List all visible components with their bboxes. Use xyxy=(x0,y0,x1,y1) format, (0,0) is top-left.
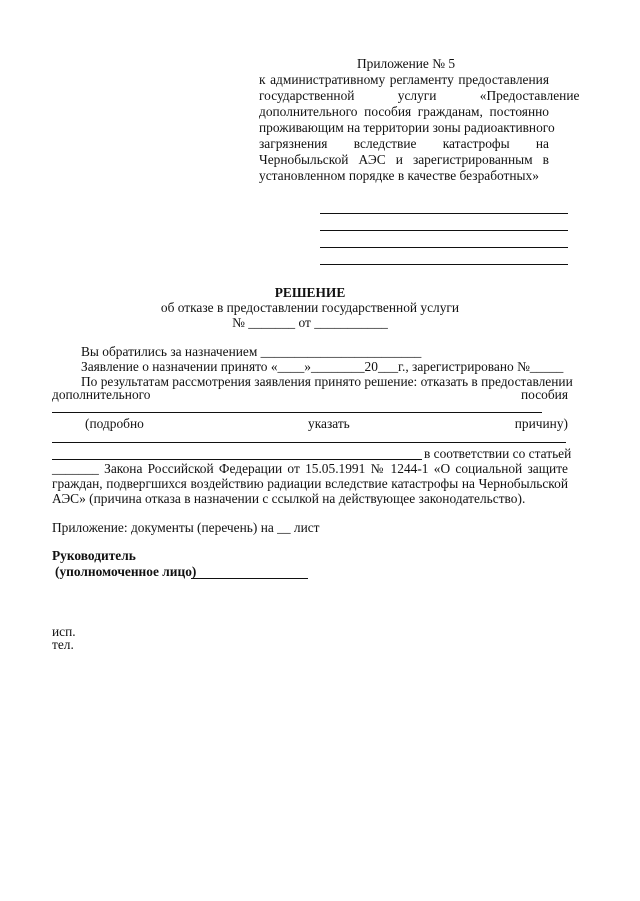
reason-hint-left: (подробно xyxy=(85,416,144,431)
decision-subtitle: об отказе в предоставлении государственной услуги xyxy=(160,300,460,315)
appendix-title: Приложение № 5 xyxy=(357,56,456,71)
results-line-left: дополнительного xyxy=(52,387,151,402)
appendix-line: Чернобыльской АЭС и зарегистрированным в xyxy=(259,152,549,167)
appendix-line: проживающим на территории зоны радиоактивного xyxy=(259,120,555,135)
statement-line: Заявление о назначении принято «____»________20___г., зарегистрировано №_____ xyxy=(81,359,564,374)
appendix-line: к административному регламенту предоставления xyxy=(259,72,549,87)
addressee-line xyxy=(320,213,568,214)
appendix-line: загрязнения вследствие катастрофы на xyxy=(259,136,549,151)
attachment-line: Приложение: документы (перечень) на __ лист xyxy=(52,520,320,535)
reason-line xyxy=(52,459,422,460)
addressee-line xyxy=(320,264,568,265)
addressee-line xyxy=(320,230,568,231)
results-line-right: пособия xyxy=(521,387,568,402)
appendix-line: государственной услуги «Предоставление xyxy=(259,88,580,103)
appendix-line: установленном порядке в качестве безработных» xyxy=(259,168,539,183)
law-line: граждан, подвергшихся воздействию радиации вследствие катастрофы на Чернобыльской xyxy=(52,476,568,491)
appendix-line: дополнительного пособия гражданам, постоянно xyxy=(259,104,549,119)
law-line: _______ Закона Российской Федерации от 15.05.1991 № 1244-1 «О социальной защите xyxy=(52,461,568,476)
signature-head: Руководитель xyxy=(52,548,136,563)
signature-line xyxy=(191,578,308,579)
addressee-line xyxy=(320,247,568,248)
reason-line xyxy=(52,442,566,443)
law-line: АЭС» (причина отказа в назначении с ссылкой на действующее законодательство). xyxy=(52,491,526,506)
decision-title: РЕШЕНИЕ xyxy=(274,285,346,300)
decision-number-line: № _______ от ___________ xyxy=(232,315,388,330)
accordance-text: в соответствии со статьей xyxy=(424,446,572,461)
executor-label: исп. xyxy=(52,624,76,639)
results-line: По результатам рассмотрения заявления принято решение: отказать в предоставлении xyxy=(81,374,573,389)
reason-line xyxy=(52,412,542,413)
signature-authorized: (уполномоченное лицо) xyxy=(55,564,197,579)
reason-hint-right: причину) xyxy=(514,416,568,431)
applied-line: Вы обратились за назначением ________________________ xyxy=(81,344,422,359)
reason-hint-mid: указать xyxy=(308,416,350,431)
phone-label: тел. xyxy=(52,637,74,652)
